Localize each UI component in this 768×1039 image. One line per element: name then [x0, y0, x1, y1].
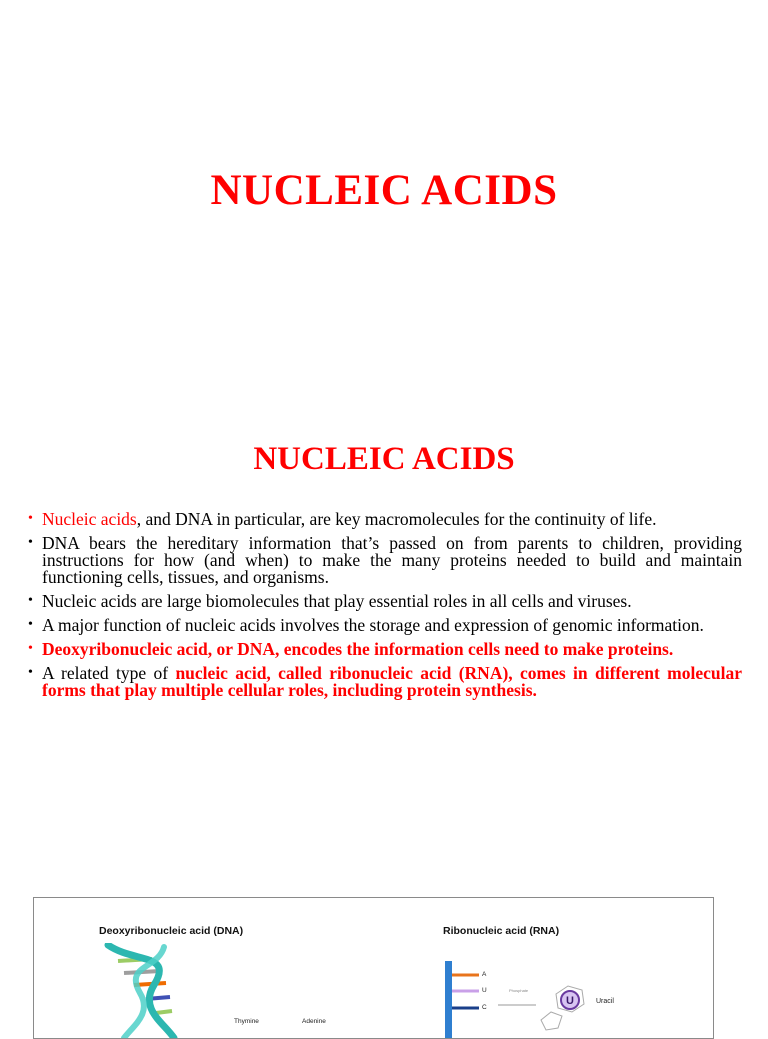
bullet-text: A related type of: [42, 663, 176, 683]
bullet-text: Deoxyribonucleic acid, or DNA, encodes the information cells need to make proteins.: [42, 639, 674, 659]
rna-figure-title: Ribonucleic acid (RNA): [443, 925, 560, 937]
bullet-item: [28, 665, 742, 699]
bullet-item: [28, 511, 742, 528]
bullet-item: [28, 535, 742, 586]
base-a-label: A: [482, 971, 487, 978]
bullet-item: [28, 593, 742, 610]
bullet-list: [28, 511, 742, 706]
dna-figure-title: Deoxyribonucleic acid (DNA): [99, 925, 244, 937]
slide-title: NUCLEIC ACIDS: [210, 167, 558, 214]
rna-backbone: [445, 961, 452, 1038]
base-pair-rung: [156, 1011, 172, 1013]
sugar-ring: [541, 1012, 562, 1030]
bullet-dot-icon: •: [28, 665, 33, 680]
bullet-highlight: Nucleic acids: [42, 509, 137, 529]
uracil-label: Uracil: [596, 998, 614, 1005]
bullet-highlight: nucleic acid, called ribonucleic acid (RNA), comes in different molecular forms that play multiple cellular roles, including protein synthesis.: [42, 663, 743, 700]
adenine-label: Adenine: [302, 1018, 326, 1025]
bullet-text: DNA bears the hereditary information that’s passed on from parents to children, providing instructions for how (and when) to make the many proteins needed to build and maintain functioning cells, tissues, and organisms.: [42, 533, 742, 587]
bullet-text: Nucleic acids are large biomolecules that play essential roles in all cells and viruses.: [42, 591, 632, 611]
dna-rna-figure: [33, 897, 714, 1039]
bullet-dot-icon: •: [28, 535, 33, 550]
uracil-symbol: U: [566, 995, 574, 1007]
bullet-dot-icon: •: [28, 641, 33, 656]
base-c-label: C: [482, 1004, 487, 1011]
phosphate-label: Phosphate: [509, 988, 529, 993]
base-u-label: U: [482, 987, 487, 994]
bullet-dot-icon: •: [28, 617, 33, 632]
bullet-text: A major function of nucleic acids involves the storage and expression of genomic information.: [42, 615, 704, 635]
bullet-dot-icon: •: [28, 593, 33, 608]
section-heading: NUCLEIC ACIDS: [253, 441, 515, 477]
bullet-item: [28, 617, 742, 634]
bullet-item: [28, 641, 742, 658]
bullet-dot-icon: •: [28, 511, 33, 526]
thymine-label: Thymine: [234, 1018, 259, 1025]
bullet-text: , and DNA in particular, are key macromolecules for the continuity of life.: [136, 509, 657, 529]
